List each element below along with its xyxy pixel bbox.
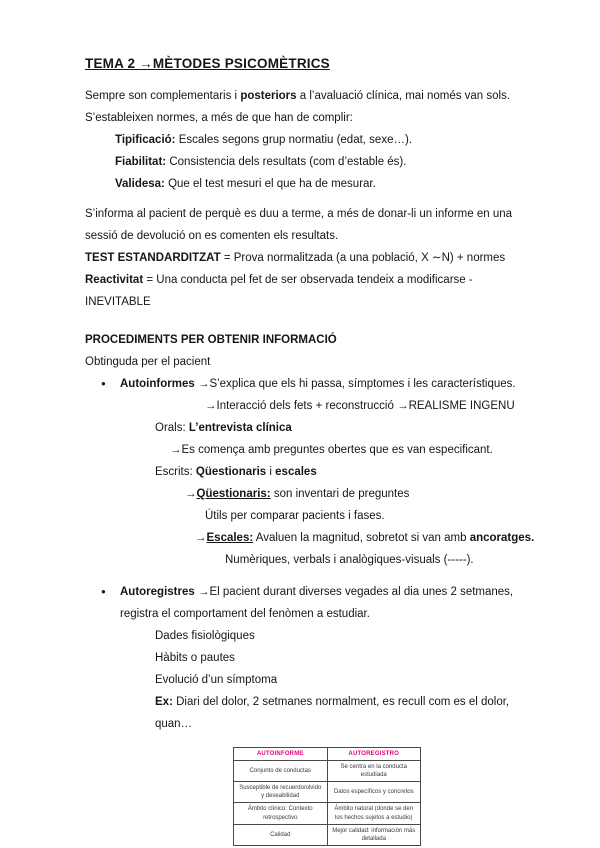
table-row — [234, 782, 421, 803]
autoinformes-text: →S’explica que els hi passa, símptomes i les característiques. — [194, 378, 516, 390]
paragraph-intro — [85, 85, 540, 129]
term-ex: Ex: — [155, 696, 173, 708]
definition-text: Escales segons grup normatiu (edat, sexe…). — [175, 134, 413, 146]
table-header-row — [234, 748, 421, 761]
paragraph-informa-pacient: S’informa al pacient de perquè es duu a terme, a més de donar-li un informe en una sessió de devolució on es comenten els resultats. — [85, 208, 513, 242]
page-title-text: TEMA 2 →MÈTODES PSICOMÈTRICS — [85, 56, 330, 71]
line-habits-pautes: Hàbits o pautes — [155, 652, 235, 664]
arrow-glyph: → — [185, 488, 197, 500]
table-cell: Datos específicos y concretos — [327, 782, 421, 803]
line-interaccio: →Interacció dels fets + reconstrucció →REALISME INGENU — [205, 400, 515, 412]
table-cell: Ámbito natural (donde se den los hechos sujetos a estudio) — [327, 803, 421, 824]
table-header-autoinforme: AUTOINFORME — [234, 748, 328, 761]
term-tipificacio: Tipificació: — [115, 134, 176, 146]
table-row — [234, 803, 421, 824]
questionaris-def-text: son inventari de preguntes — [270, 488, 410, 500]
arrow-glyph: → — [195, 532, 207, 544]
list-item-autoinformes — [101, 373, 540, 395]
reactivitat-text: = Una conducta pel fet de ser observada tendeix a modificarse - INEVITABLE — [85, 274, 473, 308]
comparison-table — [233, 747, 421, 846]
table-cell: Mejor calidad: información más detallada — [327, 824, 421, 845]
term-entrevista-clinica: L’entrevista clínica — [188, 422, 292, 434]
definition-text: Que el test mesuri el que ha de mesurar. — [164, 178, 376, 190]
paragraph-obtinguda: Obtinguda per el pacient — [85, 356, 211, 368]
definition-tipificacio — [115, 129, 540, 151]
table-header-autoregistro: AUTOREGISTRO — [327, 748, 421, 761]
term-ancoratges: ancoratges. — [469, 532, 535, 544]
term-escales-underlined: Escales: — [206, 532, 254, 544]
table-cell: Ámbito clínico: Contexto retrospectivo — [234, 803, 328, 824]
term-fiabilitat: Fiabilitat: — [115, 156, 167, 168]
intro-text: Sempre son complementaris i — [85, 90, 241, 102]
definition-validesa — [115, 173, 540, 195]
table-row — [234, 761, 421, 782]
term-questionaris: Qüestionaris — [195, 466, 267, 478]
line-escrits — [155, 461, 540, 483]
definition-text: Consistencia dels resultats (com d’estable és). — [166, 156, 407, 168]
intro-text-cont: a l’avaluació clínica, mai només van sols. S’estableixen normes, a més de que han de complir: — [85, 90, 511, 124]
line-exemple-diari — [155, 691, 540, 735]
exemple-text: Diari del dolor, 2 setmanes normalment, es recull com es el dolor, quan… — [155, 696, 510, 730]
line-orals — [155, 417, 540, 439]
test-text: = Prova normalitzada (a una població, X ∼N) + normes — [220, 252, 506, 264]
bullet-icon: ● — [101, 587, 106, 596]
term-test-estandarditzat: TEST ESTANDARDITZAT — [85, 252, 221, 264]
line-es-comenca: →Es comença amb preguntes obertes que es van especificant. — [170, 444, 493, 456]
table-cell: Calidad — [234, 824, 328, 845]
intro-bold-posteriors: posteriors — [240, 90, 297, 102]
term-escales: escales — [275, 466, 317, 478]
list-item-autoregistres — [101, 581, 540, 625]
orals-label: Orals: — [155, 422, 189, 434]
definition-fiabilitat — [115, 151, 540, 173]
term-questionaris-underlined: Qüestionaris: — [196, 488, 271, 500]
line-numeriques: Numèriques, verbals i analògiques-visuals (-----). — [225, 554, 474, 566]
bullet-icon: ● — [101, 379, 106, 388]
term-reactivitat: Reactivitat — [85, 274, 144, 286]
line-questionaris-def — [185, 483, 540, 505]
list-item-text — [120, 581, 540, 625]
line-evolucio-simptoma: Evolució d’un símptoma — [155, 674, 278, 686]
page-title — [85, 56, 540, 71]
table-row — [234, 824, 421, 845]
table-cell: Conjunto de conductas — [234, 761, 328, 782]
autoregistres-text: →El pacient durant diverses vegades al dia unes 2 setmanes, registra el comportament del fenòmen a estudiar. — [120, 586, 514, 620]
term-validesa: Validesa: — [115, 178, 165, 190]
table-cell: Susceptible de recuerdo/olvido y deseabilidad — [234, 782, 328, 803]
list-item-text — [120, 373, 540, 395]
escrits-i: i — [266, 466, 276, 478]
paragraph-reactivitat — [85, 269, 540, 313]
section-heading-procediments: PROCEDIMENTS PER OBTENIR INFORMACIÓ — [85, 334, 337, 346]
term-autoregistres: Autoregistres — [120, 586, 195, 598]
paragraph-test-estandarditzat — [85, 247, 540, 269]
table-cell: Se centra en la conducta estudiada — [327, 761, 421, 782]
line-utils-comparar: Útils per comparar pacients i fases. — [205, 510, 385, 522]
line-dades-fisiologiques: Dades fisiològiques — [155, 630, 255, 642]
line-escales-def — [195, 527, 540, 549]
escales-def-text: Avaluen la magnitud, sobretot si van amb — [253, 532, 470, 544]
escrits-label: Escrits: — [155, 466, 196, 478]
term-autoinformes: Autoinformes — [120, 378, 195, 390]
